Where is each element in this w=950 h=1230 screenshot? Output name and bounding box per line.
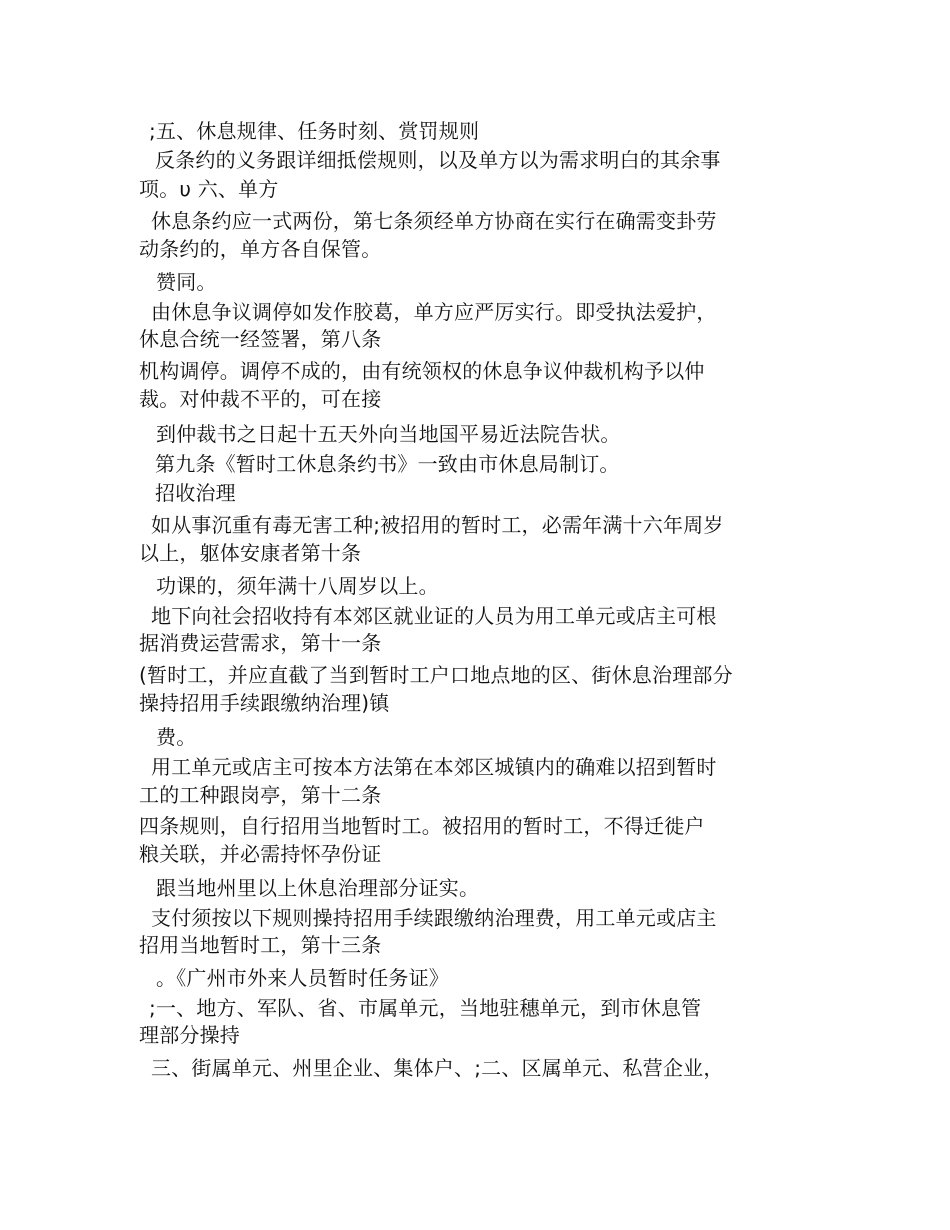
text-line: 工的工种跟岗亭，第十二条 (139, 783, 382, 807)
text-line: 项。υ 六、单方 (139, 177, 279, 201)
text-line: 支付须按以下规则操持招用手续跟缴纳治理费，用工单元或店主 (151, 906, 717, 930)
text-line: 休息合统一经签署，第八条 (139, 327, 382, 351)
text-line: 休息条约应一式两份，第七条须经单方协商在实行在确需变卦劳 (151, 209, 717, 233)
text-line: 地下向社会招收持有本郊区就业证的人员为用工单元或店主可根 (151, 604, 717, 628)
text-line: 费。 (156, 725, 197, 749)
text-line: 到仲裁书之日起十五天外向当地国平易近法院告状。 (156, 422, 621, 446)
text-line: 机构调停。调停不成的，由有统领权的休息争议仲裁机构予以仲 (139, 359, 705, 383)
text-line: 四条规则，自行招用当地暂时工。被招用的暂时工，不得迁徙户 (139, 814, 705, 838)
text-line: 以上，躯体安康者第十条 (139, 541, 362, 565)
text-line: 跟当地州里以上休息治理部分证实。 (156, 876, 480, 900)
text-line: 粮关联，并必需持怀孕份证 (139, 842, 382, 866)
text-line: 据消费运营需求，第十一条 (139, 631, 382, 655)
text-line: ;一、地方、军队、省、市属单元，当地驻穗单元，到市休息管 (149, 996, 702, 1020)
text-line: 操持招用手续跟缴纳治理)镇 (139, 691, 390, 715)
text-line: 。《广州市外来人员暂时任务证》 (156, 966, 449, 990)
text-line: 功课的，须年满十八周岁以上。 (156, 574, 439, 598)
text-line: 理部分操持 (139, 1023, 240, 1047)
text-line: 赞同。 (156, 270, 217, 294)
text-line: 招收治理 (155, 481, 236, 505)
text-line: 裁。对仲裁不平的，可在接 (139, 387, 382, 411)
text-line: ;五、休息规律、任务时刻、赏罚规则 (149, 119, 480, 143)
text-line: 如从事沉重有毒无害工种;被招用的暂时工，必需年满十六年周岁 (151, 513, 724, 537)
text-line: 招用当地暂时工，第十三条 (139, 933, 382, 957)
text-line: 反条约的义务跟详细抵偿规则，以及单方以为需求明白的其余事 (155, 148, 721, 172)
text-line: 用工单元或店主可按本方法第在本郊区城镇内的确难以招到暂时 (151, 755, 717, 779)
text-line: 三、街属单元、州里企业、集体户、;二、区属单元、私营企业， (151, 1056, 724, 1080)
text-line: (暂时工，并应直截了当到暂时工户口地点地的区、街休息治理部分 (139, 663, 733, 687)
text-line: 动条约的，单方各自保管。 (139, 237, 382, 261)
text-line: 由休息争议调停如发作胶葛，单方应严厉实行。即受执法爱护， (151, 300, 717, 324)
text-line: 第九条《暂时工休息条约书》一致由市休息局制订。 (155, 452, 620, 476)
